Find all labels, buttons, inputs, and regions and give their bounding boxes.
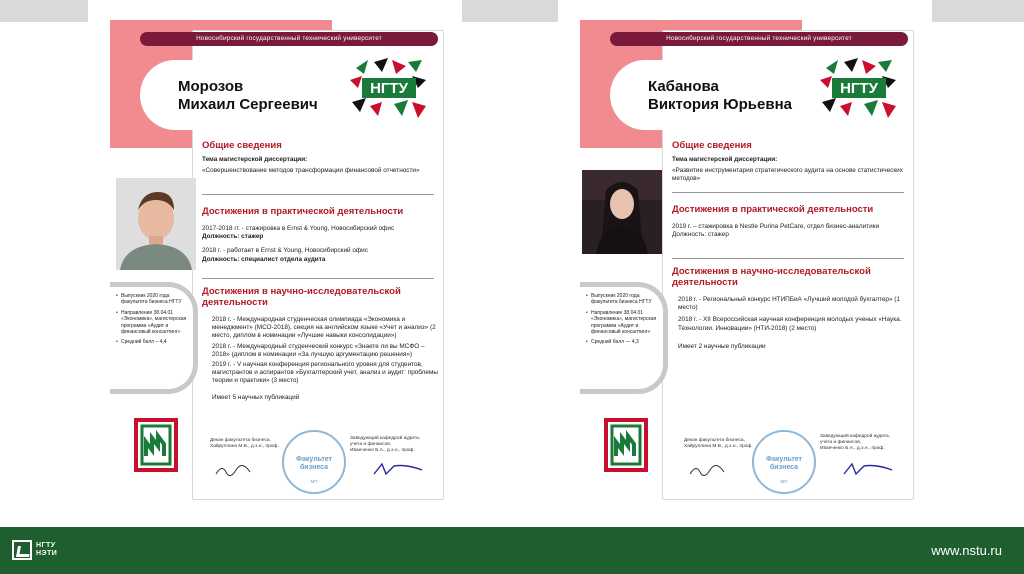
info-item: • Выпускник 2020 года факультета бизнеса НГТУ bbox=[116, 293, 189, 306]
ngtu-logo-text: НГТУ bbox=[370, 80, 408, 97]
info-item: • Средний балл – 4,4 bbox=[116, 339, 189, 345]
thesis-label: Тема магистерской диссертации: bbox=[202, 156, 308, 163]
name-box bbox=[610, 60, 820, 130]
practice-position: Должность: стажер bbox=[202, 233, 264, 241]
thesis-text: «Совершенствование методов трансформации финансовой отчетности» bbox=[202, 167, 420, 175]
student-name: Морозов Михаил Сергеевич bbox=[178, 78, 318, 113]
top-tab-middle bbox=[462, 0, 558, 22]
stamp-sub: МП bbox=[780, 479, 788, 484]
student-name: Кабанова Виктория Юрьевна bbox=[648, 78, 792, 113]
section-general bbox=[202, 140, 440, 175]
info-item: • Выпускник 2020 года факультета бизнеса НГТУ bbox=[586, 293, 659, 306]
name-box bbox=[140, 60, 350, 130]
faculty-logo-icon bbox=[134, 418, 178, 472]
footer-bar bbox=[0, 527, 1024, 574]
signature-scribble-icon bbox=[372, 462, 424, 476]
footer-logo[interactable] bbox=[12, 540, 57, 560]
info-item: • Средний балл — 4,3 bbox=[586, 339, 659, 345]
section-research bbox=[202, 286, 440, 402]
top-tab-left bbox=[0, 0, 88, 22]
university-bar: Новосибирский государственный технический университет bbox=[610, 32, 908, 46]
practice-position: Должность: стажер bbox=[672, 231, 729, 239]
research-item: 2018 г. - XII Всероссийская научная конференция молодых ученых «Наука. Технологии. Инновации» (НТИ-2018) (2 место) bbox=[678, 316, 902, 332]
nstu-logo-icon bbox=[12, 540, 32, 560]
top-tab-right bbox=[932, 0, 1024, 22]
logo-line: НЭТИ bbox=[36, 550, 58, 557]
ngtu-logo-icon bbox=[818, 58, 898, 120]
poster-kabanova bbox=[580, 20, 916, 500]
info-box bbox=[110, 282, 198, 394]
signature-dean: Декан факультета бизнеса, Хайруллина М.В., д.э.н., проф. bbox=[684, 438, 753, 449]
section-research bbox=[672, 266, 910, 351]
signature-scribble-icon bbox=[688, 464, 728, 478]
signature-dean: Декан факультета бизнеса, Хайруллина М.В., д.э.н., проф. bbox=[210, 438, 279, 449]
signature-scribble-icon bbox=[842, 462, 894, 476]
footer-logo-text bbox=[36, 542, 57, 558]
research-item: 2018 г. - Региональный конкурс НТИПБиА «Лучший молодой бухгалтер» (1 место) bbox=[678, 296, 900, 312]
section-title: Достижения в практической деятельности bbox=[672, 204, 874, 215]
practice-item: 2018 г. - работает в Ernst & Young, Новосибирский офис bbox=[202, 247, 368, 255]
practice-position: Должность: специалист отдела аудита bbox=[202, 255, 326, 263]
info-item: • Направление 38.04.01 «Экономика», магистерская программа «Аудит и финансовый консалтинг» bbox=[586, 310, 659, 336]
research-item: 2018 г. - Международный студенческий конкурс «Знаете ли вы МСФО – 2018» (диплом в номинации «За лучшую аргументацию решения») bbox=[212, 342, 425, 358]
signature-scribble-icon bbox=[214, 464, 254, 478]
student-photo bbox=[116, 178, 196, 270]
section-title: Общие сведения bbox=[672, 140, 752, 151]
signature-head: Заведующий кафедрой аудита, учета и финансов, Иванченко Б.А., д.э.н., проф. bbox=[350, 436, 421, 453]
info-item: • Направление 38.04.01 «Экономика», магистерская программа «Аудит и финансовый консалтинг» bbox=[116, 310, 189, 336]
thesis-text: «Развитие инструментария стратегического аудита на основе статистических методов» bbox=[672, 167, 903, 183]
section-practice bbox=[672, 204, 910, 239]
section-title: Достижения в научно-исследовательской деятельности bbox=[202, 286, 401, 308]
stamp-text: Факультет бизнеса bbox=[296, 456, 332, 471]
faculty-stamp bbox=[282, 430, 346, 494]
section-title: Достижения в научно-исследовательской деятельности bbox=[672, 266, 871, 288]
poster-morozov bbox=[110, 20, 446, 500]
publications-count: Имеет 2 научные публикации bbox=[678, 342, 766, 350]
info-box bbox=[580, 282, 668, 394]
website-link[interactable]: www.nstu.ru bbox=[931, 543, 1002, 558]
section-title: Общие сведения bbox=[202, 140, 282, 151]
faculty-logo-icon bbox=[604, 418, 648, 472]
student-photo bbox=[582, 170, 662, 254]
research-item: 2019 г. - V научная конференция регионального уровня для студентов, магистрантов и аспирантов «Бухгалтерский учет, анализ и аудит: проблемы теории и практики» (3 место) bbox=[212, 361, 438, 385]
practice-item: 2017-2018 гг. - стажировка в Ernst & Young, Новосибирский офис bbox=[202, 225, 395, 232]
ngtu-logo-text: НГТУ bbox=[840, 80, 878, 97]
stamp-sub: МП bbox=[310, 479, 318, 484]
research-item: 2018 г. - Международная студенческая олимпиада «Экономика и менеджмент» (МСО-2018), секция на английском языке «Учет и анализ» (2 место, диплом в номинации «Лучшие навыки консолидации») bbox=[212, 316, 436, 340]
stamp-text: Факультет бизнеса bbox=[766, 456, 802, 471]
thesis-label: Тема магистерской диссертации: bbox=[672, 156, 778, 163]
section-practice bbox=[202, 206, 440, 264]
divider bbox=[202, 194, 434, 195]
faculty-stamp bbox=[752, 430, 816, 494]
logo-line: НГТУ bbox=[36, 542, 56, 549]
ngtu-logo-icon bbox=[348, 58, 428, 120]
university-bar: Новосибирский государственный технический университет bbox=[140, 32, 438, 46]
section-title: Достижения в практической деятельности bbox=[202, 206, 404, 217]
divider bbox=[202, 278, 434, 279]
section-general bbox=[672, 140, 910, 184]
practice-item: 2019 г. – стажировка в Nestle Purina PetCare, отдел бизнес-аналитики bbox=[672, 223, 880, 230]
signature-head: Заведующий кафедрой аудита, учета и финансов, Иванченко Б.А., д.э.н., проф. bbox=[820, 434, 891, 451]
publications-count: Имеет 5 научных публикаций bbox=[212, 393, 300, 401]
divider bbox=[672, 192, 904, 193]
divider bbox=[672, 258, 904, 259]
